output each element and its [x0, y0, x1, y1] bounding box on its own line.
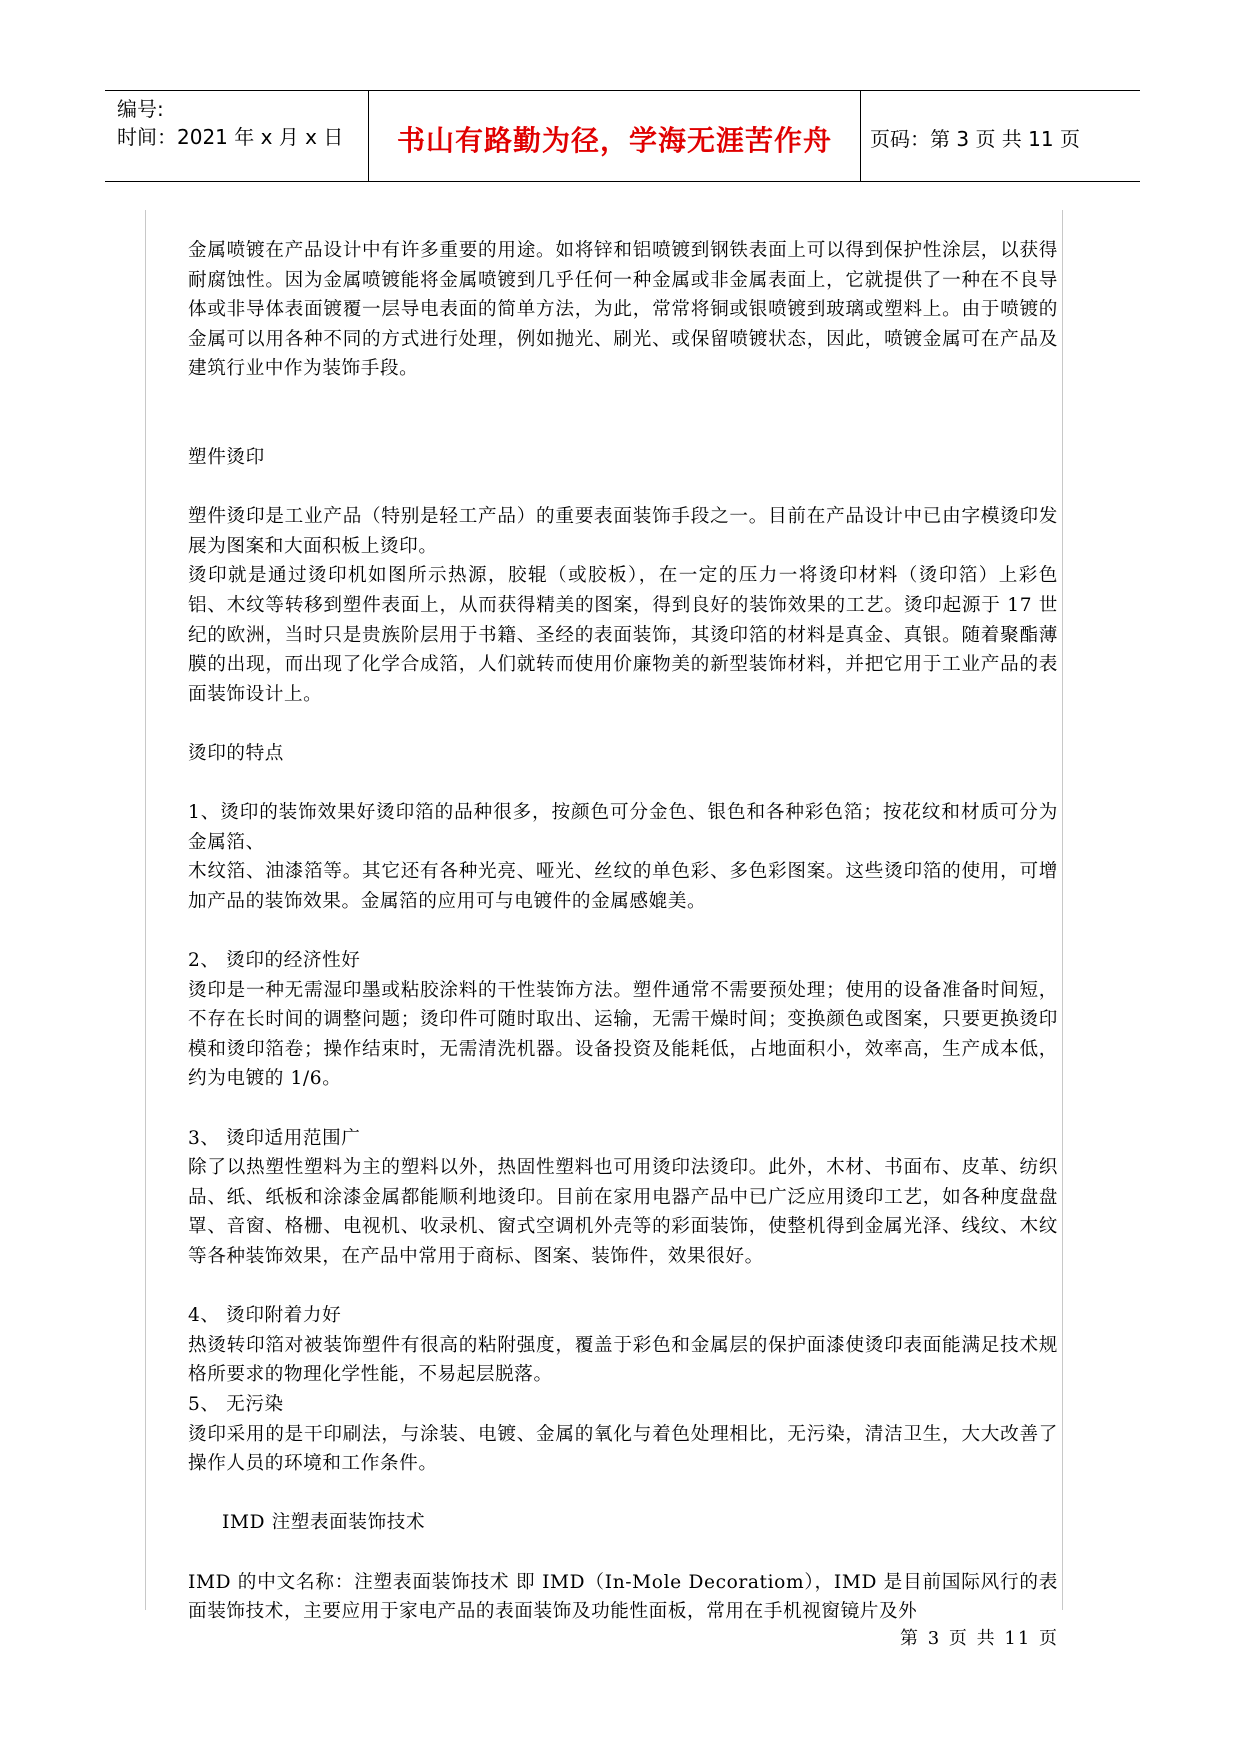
header-motto: 书山有路勤为径，学海无涯苦作舟: [396, 124, 832, 157]
paragraph: 烫印就是通过烫印机如图所示热源，胶辊（或胶板），在一定的压力一将烫印材料（烫印箔）上彩色铝、木纹等转移到塑件表面上，从而获得精美的图案，得到良好的装饰效果的工艺。烫印起源于 17 世纪的欧洲，当时只是贵族阶层用于书籍、圣经的表面装饰，其烫印箔的材料是真金、真银。随着聚酯薄膜的出现，而出现了化学合成箔，人们就转而使用价廉物美的新型装饰材料，并把它用于工业产品的表面装饰设计上。: [188, 565, 1058, 705]
margin-guide-left: [145, 210, 146, 1610]
paragraph: 金属喷镀在产品设计中有许多重要的用途。如将锌和铝喷镀到钢铁表面上可以得到保护性涂层，以获得耐腐蚀性。因为金属喷镀能将金属喷镀到几乎任何一种金属或非金属表面上，它就提供了一种在不良导体或非导体表面镀覆一层导电表面的简单方法，为此，常常将铜或银喷镀到玻璃或塑料上。由于喷镀的金属可以用各种不同的方式进行处理，例如抛光、刷光、或保留喷镀状态，因此，喷镀金属可在产品及建筑行业中作为装饰手段。: [188, 240, 1058, 380]
paragraph: 热烫转印箔对被装饰塑件有很高的粘附强度，覆盖于彩色和金属层的保护面漆使烫印表面能满足技术规格所要求的物理化学性能，不易起层脱落。: [188, 1334, 1058, 1386]
paragraph: 烫印采用的是干印刷法，与涂装、电镀、金属的氧化与着色处理相比，无污染，清洁卫生，大大改善了操作人员的环境和工作条件。: [188, 1423, 1058, 1475]
paragraph: 1、烫印的装饰效果好烫印箔的品种很多，按颜色可分金色、银色和各种彩色箔；按花纹和材质可分为金属箔、: [188, 802, 1058, 853]
feature-title: 5、 无污染: [188, 1393, 284, 1415]
serial-number-label: 编号:: [117, 97, 164, 121]
feature-title: 4、 烫印附着力好: [188, 1305, 342, 1327]
section-title: 塑件烫印: [188, 446, 265, 468]
section-title: IMD 注塑表面装饰技术: [222, 1512, 426, 1534]
paragraph: 木纹箔、油漆箔等。其它还有各种光亮、哑光、丝纹的单色彩、多色彩图案。这些烫印箔的使用，可增加产品的装饰效果。金属箔的应用可与电镀件的金属感媲美。: [188, 861, 1058, 912]
paragraph: 除了以热塑性塑料为主的塑料以外，热固性塑料也可用烫印法烫印。此外，木材、书面布、皮革、纺织品、纸、纸板和涂漆金属都能顺利地烫印。目前在家用电器产品中已广泛应用烫印工艺，如各种度盘盘罩、音窗、格栅、电视机、收录机、窗式空调机外壳等的彩面装饰，使整机得到金属光泽、线纹、木纹等各种装饰效果，在产品中常用于商标、图案、装饰件，效果很好。: [188, 1157, 1058, 1267]
margin-guide-right: [1062, 210, 1063, 1610]
document-body: [188, 236, 1058, 1627]
feature-title: 2、 烫印的经济性好: [188, 950, 361, 972]
paragraph: 塑件烫印是工业产品（特别是轻工产品）的重要表面装饰手段之一。目前在产品设计中已由字模烫印发展为图案和大面积板上烫印。: [188, 506, 1058, 557]
header-divider: [860, 91, 861, 181]
page-footer: 第 3 页 共 11 页: [900, 1628, 1059, 1649]
paragraph: 烫印是一种无需湿印墨或粘胶涂料的干性装饰方法。塑件通常不需要预处理；使用的设备准备时间短，不存在长时间的调整问题；烫印件可随时取出、运输，无需干燥时间；变换颜色或图案，只要更换烫印模和烫印箔卷；操作结束时，无需清洗机器。设备投资及能耗低，占地面积小，效率高，生产成本低，约为电镀的 1/6。: [188, 979, 1058, 1090]
header-page-code: 页码：第 3 页 共 11 页: [870, 127, 1080, 151]
feature-title: 3、 烫印适用范围广: [188, 1127, 361, 1149]
header-meta: [117, 91, 367, 181]
date-label: 时间：2021 年 x 月 x 日: [117, 125, 344, 149]
section-title: 烫印的特点: [188, 742, 284, 764]
paragraph: IMD 的中文名称：注塑表面装饰技术 即 IMD（In-Mole Decoratiom），IMD 是目前国际风行的表面装饰技术，主要应用于家电产品的表面装饰及功能性面板，常用在手机视窗镜片及外: [188, 1571, 1058, 1623]
page-header: [105, 90, 1140, 182]
